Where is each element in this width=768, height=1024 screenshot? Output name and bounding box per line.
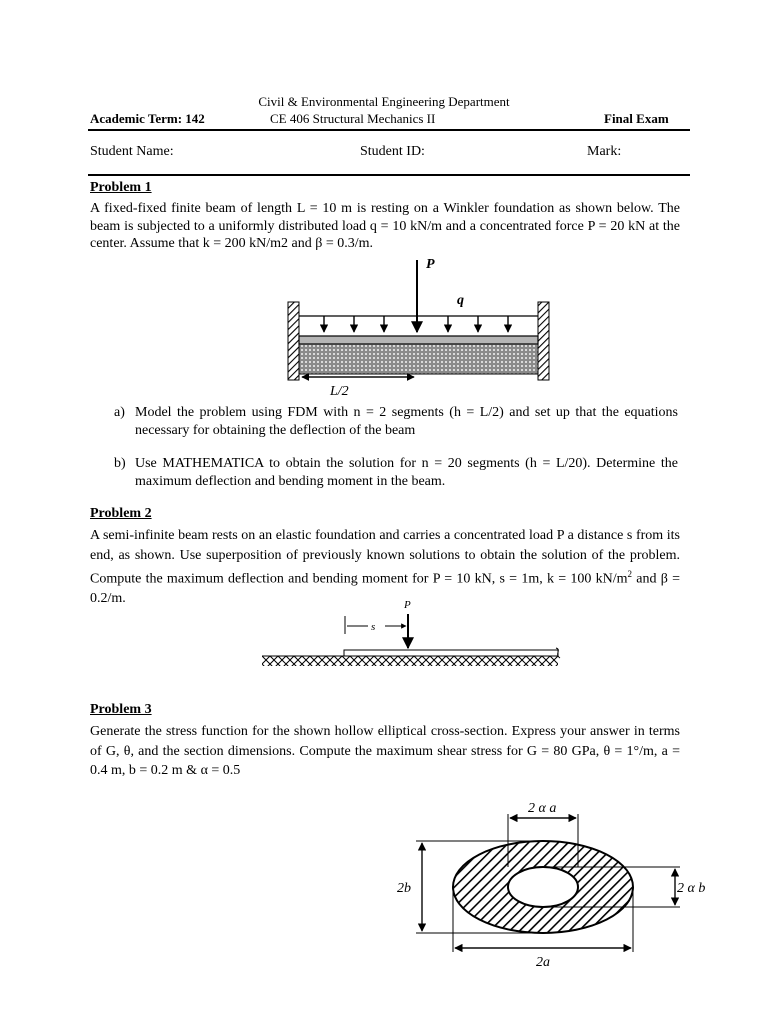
problem1-part-b-text: Use MATHEMATICA to obtain the solution for n = 20 segments (h = L/20). Determine the maximum deflection and bending moment in the beam. — [135, 456, 678, 489]
problem2-text: A semi-infinite beam rests on an elastic foundation and carries a concentrated load P a distance s from its end, as shown. Use superposition of previously known solutions to obtain the solution of the problem. Compute the maximum deflection and bending moment for P = 10 kN, s = 1m, k = 100 $kN/m^2$ and β = 0.2/m. — [90, 528, 681, 607]
dimension-2-alpha-b-label: 2 α b — [677, 881, 706, 896]
problem3-ellipse-figure — [386, 796, 716, 974]
academic-term: Academic Term: 142 — [90, 111, 205, 126]
problem1-part-a-text: Model the problem using FDM with n = 2 segments (h = L/2) and set up that the equations necessary for obtaining the deflection of the beam — [135, 405, 678, 438]
load-p-label-2: P — [404, 599, 411, 611]
distance-s-label: s — [371, 621, 376, 633]
problem1-text: A fixed-fixed finite beam of length L = 10 m is resting on a Winkler foundation as shown below. The beam is subjected to a uniformly distributed load q = 10 kN/m and a concentrated force P = 20 kN at the center. Assume that k = 200 kN/m2 and β = 0.3/m. — [90, 201, 680, 251]
dimension-l2-label: L/2 — [330, 384, 349, 399]
student-info-rule — [88, 174, 690, 176]
exam-title: Final Exam — [604, 111, 669, 126]
student-id-label: Student ID: — [360, 144, 425, 159]
dimension-2a-label: 2a — [536, 955, 550, 970]
student-name-label: Student Name: — [90, 144, 174, 159]
semi-infinite-beam — [344, 650, 558, 656]
department-name: Civil & Environmental Engineering Department — [258, 94, 510, 109]
dimension-2b-label: 2b — [397, 881, 411, 896]
problem3-title: Problem 3 — [90, 702, 152, 717]
right-fixed-support — [538, 302, 549, 380]
inner-ellipse — [508, 867, 578, 907]
left-fixed-support — [288, 302, 299, 380]
problem1-beam-figure — [280, 252, 570, 400]
problem1-part-b-marker: b) — [114, 456, 126, 471]
beam — [299, 336, 538, 344]
load-p-label: P — [426, 257, 435, 272]
winkler-foundation — [299, 344, 538, 374]
dimension-2-alpha-a-label: 2 α a — [528, 801, 557, 816]
problem1-title: Problem 1 — [90, 180, 152, 195]
course-title: CE 406 Structural Mechanics II — [270, 111, 436, 126]
header-rule — [88, 129, 690, 131]
problem2-title: Problem 2 — [90, 506, 152, 521]
problem3-text: Generate the stress function for the shown hollow elliptical cross-section. Express your answer in terms of G, θ, and the section dimensions. Compute the maximum shear stress for G = 80 GPa, θ = 1°/m, a = 0.4 m, b = 0.2 m & α = 0.5 — [90, 724, 680, 778]
problem1-part-a-marker: a) — [114, 405, 125, 420]
load-q-label: q — [457, 293, 464, 308]
mark-label: Mark: — [587, 144, 622, 159]
problem2-beam-figure — [258, 596, 568, 672]
elastic-foundation — [262, 656, 558, 666]
